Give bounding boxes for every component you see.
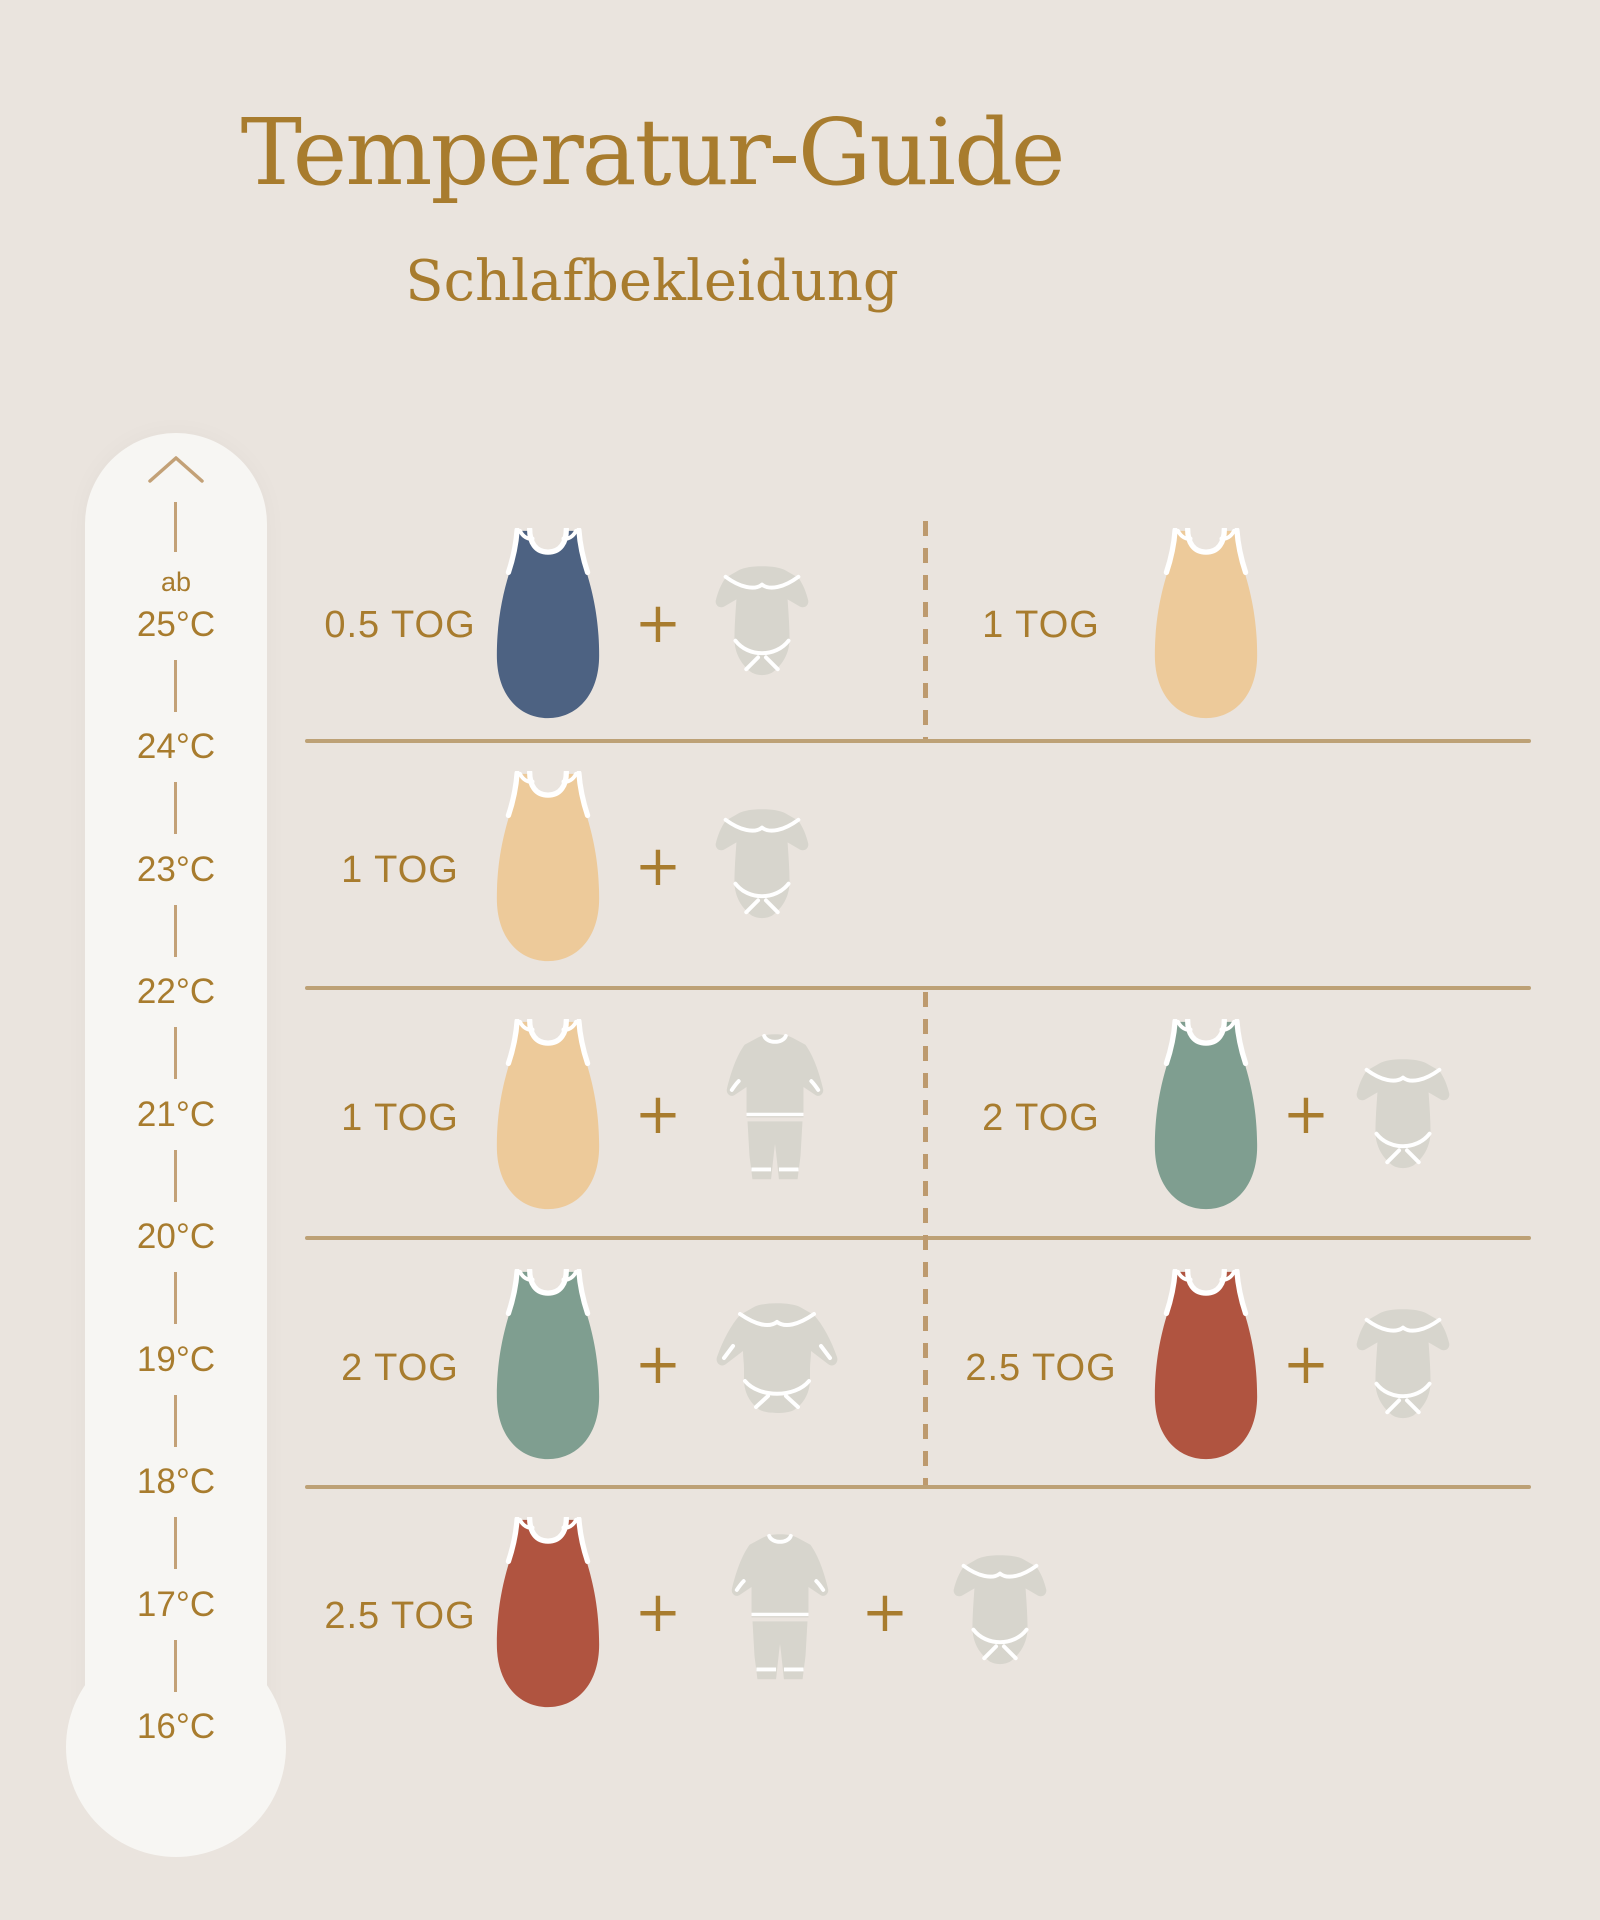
row-divider-2	[305, 986, 1531, 990]
arrow-stem	[174, 502, 177, 552]
plus-icon: +	[1282, 1082, 1330, 1147]
scale-tick	[174, 1027, 177, 1079]
scale-label-16c: 16°C	[136, 1707, 216, 1746]
plus-icon: +	[634, 1082, 682, 1147]
bodysuit-short-icon	[950, 1553, 1050, 1669]
tog-label: 2 TOG	[341, 1347, 459, 1389]
scale-tick	[174, 1272, 177, 1324]
plus-icon: +	[634, 591, 682, 656]
column-divider-rows3-4	[923, 992, 928, 1485]
scale-label-25c: 25°C	[136, 605, 216, 644]
sleeping-bag-icon	[1148, 1269, 1264, 1462]
plus-icon: +	[861, 1580, 909, 1645]
tog-label: 1 TOG	[341, 849, 459, 891]
scale-tick	[174, 1395, 177, 1447]
sleeping-bag-icon	[1148, 1019, 1264, 1212]
tog-label: 2.5 TOG	[324, 1595, 476, 1637]
bodysuit-short-icon	[712, 807, 812, 923]
pajamas-icon	[710, 1032, 840, 1193]
sleeping-bag-icon	[490, 771, 606, 964]
page-subtitle: Schlafbekleidung	[405, 249, 899, 314]
bodysuit-short-icon	[712, 564, 812, 680]
scale-label-21c: 21°C	[136, 1095, 216, 1134]
sleeping-bag-icon	[1148, 528, 1264, 721]
bodysuit-short-icon	[1353, 1057, 1453, 1173]
arrow-up-icon	[146, 451, 206, 485]
scale-tick	[174, 905, 177, 957]
sleeping-bag-icon	[490, 1269, 606, 1462]
scale-label-24c: 24°C	[136, 727, 216, 766]
row-divider-1	[305, 739, 1531, 743]
plus-icon: +	[634, 834, 682, 899]
sleeping-bag-icon	[490, 528, 606, 721]
scale-tick	[174, 660, 177, 712]
scale-label-18c: 18°C	[136, 1462, 216, 1501]
bodysuit-short-icon	[1353, 1307, 1453, 1423]
page-title: Temperatur-Guide	[240, 99, 1064, 206]
pajamas-icon	[715, 1532, 845, 1693]
thermometer-top-label: ab	[160, 567, 192, 597]
plus-icon: +	[1282, 1332, 1330, 1397]
scale-tick	[174, 1150, 177, 1202]
row-divider-3	[305, 1236, 1531, 1240]
tog-label: 0.5 TOG	[324, 604, 476, 646]
sleeping-bag-icon	[490, 1517, 606, 1710]
scale-label-17c: 17°C	[136, 1585, 216, 1624]
sleeping-bag-icon	[490, 1019, 606, 1212]
tog-label: 1 TOG	[982, 604, 1100, 646]
scale-tick	[174, 782, 177, 834]
row-divider-4	[305, 1485, 1531, 1489]
scale-label-20c: 20°C	[136, 1217, 216, 1256]
plus-icon: +	[634, 1580, 682, 1645]
scale-tick	[174, 1517, 177, 1569]
tog-label: 2.5 TOG	[965, 1347, 1117, 1389]
tog-label: 1 TOG	[341, 1097, 459, 1139]
scale-label-23c: 23°C	[136, 850, 216, 889]
scale-label-22c: 22°C	[136, 972, 216, 1011]
plus-icon: +	[634, 1332, 682, 1397]
column-divider-row1	[923, 521, 928, 739]
scale-label-19c: 19°C	[136, 1340, 216, 1379]
scale-tick	[174, 1640, 177, 1692]
tog-label: 2 TOG	[982, 1097, 1100, 1139]
bodysuit-long-icon	[707, 1301, 847, 1423]
